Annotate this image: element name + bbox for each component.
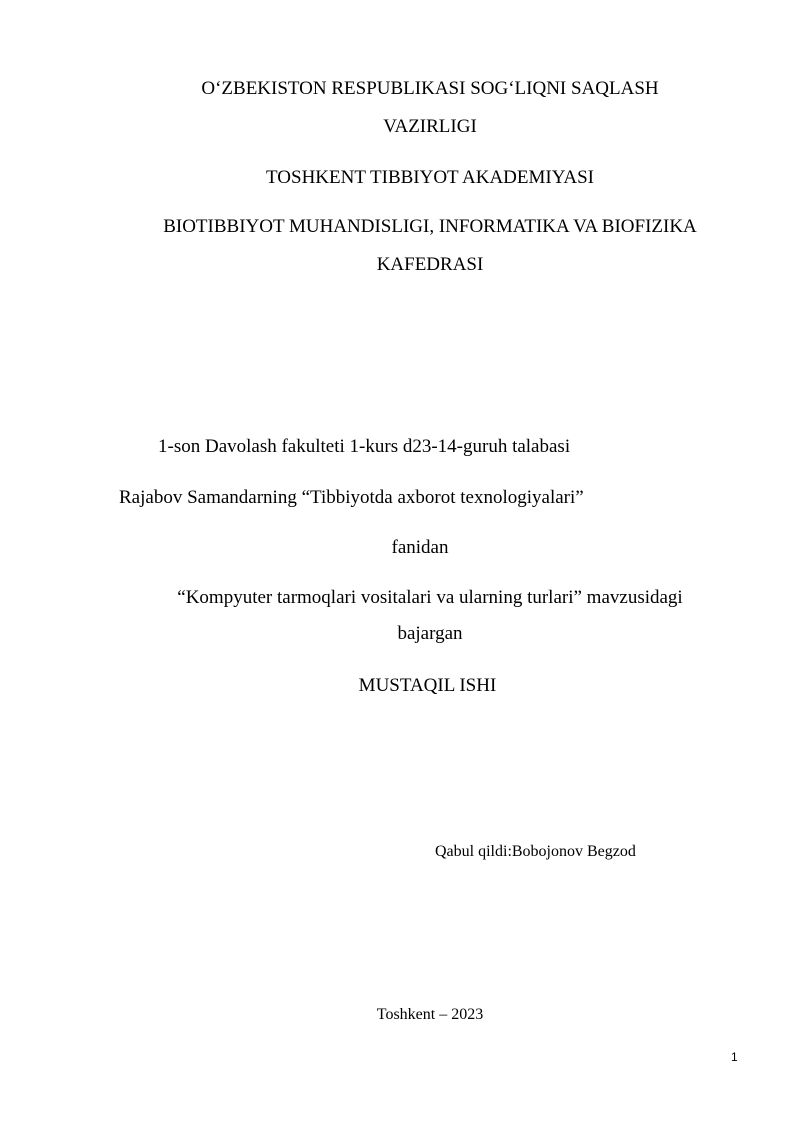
topic-line2: bajargan <box>397 623 463 644</box>
place-year: Toshkent – 2023 <box>376 1006 484 1023</box>
department-title-line1: BIOTIBBIYOT MUHANDISLIGI, INFORMATIKA VA BIOFIZIKA <box>163 216 697 237</box>
accepted-by: Qabul qildi:Bobojonov Begzod <box>435 843 636 860</box>
ministry-title-line2: VAZIRLIGI <box>383 116 477 137</box>
fanidan-label: fanidan <box>391 537 449 558</box>
work-title: MUSTAQIL ISHI <box>358 675 497 696</box>
ministry-title-line1: O‘ZBEKISTON RESPUBLIKASI SOG‘LIQNI SAQLASH <box>201 78 659 99</box>
page-number: 1 <box>731 1050 738 1064</box>
topic-line1: “Kompyuter tarmoqlari vositalari va ularning turlari” mavzusidagi <box>177 587 683 608</box>
academy-title: TOSHKENT TIBBIYOT AKADEMIYASI <box>266 167 594 188</box>
subject-line: Rajabov Samandarning “Tibbiyotda axborot texnologiyalari” <box>119 487 584 508</box>
student-info: 1-son Davolash fakulteti 1-kurs d23-14-guruh talabasi <box>158 436 571 457</box>
department-title-line2: KAFEDRASI <box>376 254 484 275</box>
